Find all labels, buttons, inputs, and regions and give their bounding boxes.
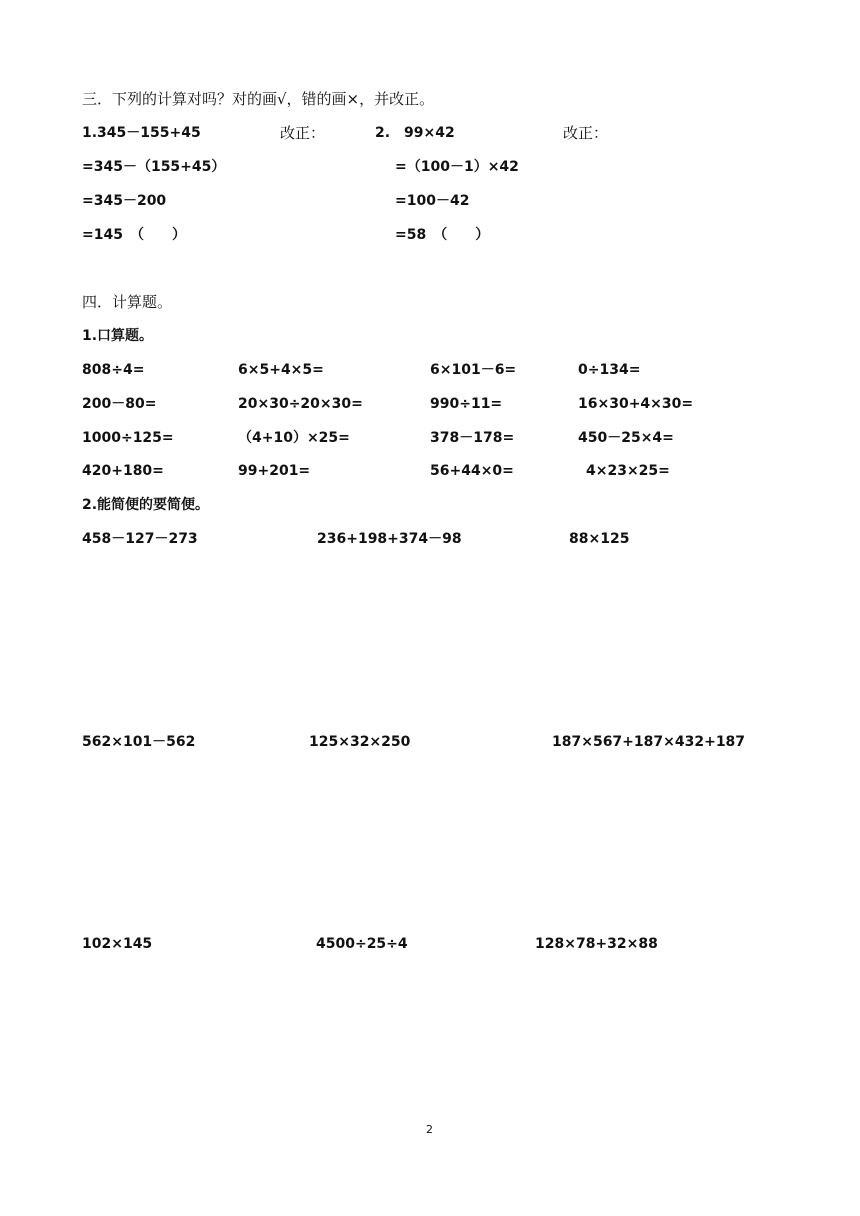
mental-math-item: 6×101－6= [430, 362, 517, 378]
problem-2-line-2: =（100－1）×42 [395, 159, 519, 175]
mental-math-item: 378－178= [430, 430, 515, 446]
mental-math-item: 0÷134= [578, 362, 641, 378]
simplify-problem: 4500÷25÷4 [316, 936, 408, 952]
part-2-title: 2.能简便的要简便。 [82, 497, 210, 513]
mental-math-item: 200－80= [82, 396, 157, 412]
mental-math-item: 1000÷125= [82, 430, 174, 446]
problem-1-correction-label: 改正： [280, 124, 326, 142]
mental-math-item: 16×30+4×30= [578, 396, 694, 412]
problem-1-line-2: =345－（155+45） [82, 159, 226, 175]
problem-1-line-4: =145 （ ） [82, 227, 186, 243]
mental-math-item: 99+201= [238, 463, 311, 479]
mental-math-item: 6×5+4×5= [238, 362, 324, 378]
mental-math-item: 56+44×0= [430, 463, 514, 479]
page-number: 2 [426, 1123, 433, 1136]
mental-math-item: 808÷4= [82, 362, 145, 378]
section-3-title: 三．下列的计算对吗？对的画√，错的画×，并改正。 [82, 90, 435, 108]
problem-2-correction-label: 改正： [563, 124, 609, 142]
problem-2-line-4: =58 （ ） [395, 227, 490, 243]
simplify-problem: 458－127－273 [82, 531, 198, 547]
section-4-title: 四．计算题。 [82, 293, 173, 311]
problem-1-line-3: =345－200 [82, 193, 167, 209]
simplify-problem: 562×101－562 [82, 734, 196, 750]
simplify-problem: 187×567+187×432+187 [552, 734, 746, 750]
simplify-problem: 88×125 [569, 531, 630, 547]
simplify-problem: 102×145 [82, 936, 153, 952]
simplify-problem: 236+198+374－98 [317, 531, 462, 547]
part-1-title: 1.口算题。 [82, 328, 154, 344]
mental-math-item: 4×23×25= [586, 463, 670, 479]
problem-2-line-1: 2. 99×42 [375, 125, 455, 141]
mental-math-item: 990÷11= [430, 396, 503, 412]
simplify-problem: 125×32×250 [309, 734, 411, 750]
problem-1-line-1: 1.345－155+45 [82, 125, 201, 141]
mental-math-item: 20×30÷20×30= [238, 396, 363, 412]
simplify-problem: 128×78+32×88 [535, 936, 658, 952]
problem-2-line-3: =100－42 [395, 193, 470, 209]
mental-math-item: （4+10）×25= [238, 430, 350, 446]
mental-math-item: 420+180= [82, 463, 164, 479]
mental-math-item: 450－25×4= [578, 430, 674, 446]
